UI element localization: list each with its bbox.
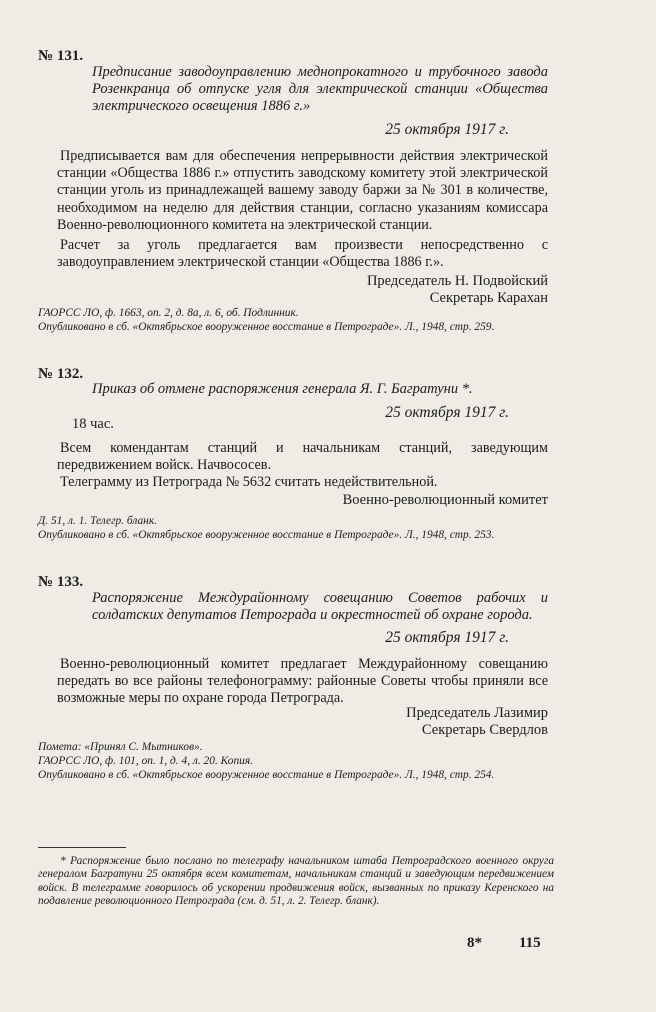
doc-132-signature: Военно-революционный комитет <box>342 492 548 508</box>
doc-131-paragraph-1: Предписывается вам для обеспечения непрерывности действия электрической станции «Общества 1886 г.» отпустить заводскому комитету этой электрической станции уголь из принадлежащей вашему заводу баржи за № 301 в количестве, необходимом на неделю для действия станции, согласно указаниям комиссара Военно-революционного комитета на электрической станции. <box>57 148 548 233</box>
doc-132-source-archive: Д. 51, л. 1. Телегр. бланк. <box>38 515 157 527</box>
doc-131-number: № 131. <box>38 48 84 64</box>
doc-132-time: 18 час. <box>72 416 114 432</box>
doc-133-signature-chairman: Председатель Лазимир <box>406 705 548 721</box>
doc-131-signature-secretary: Секретарь Карахан <box>429 290 548 306</box>
doc-133-number: № 133. <box>38 574 84 590</box>
doc-131-date: 25 октября 1917 г. <box>385 121 509 138</box>
doc-132-paragraph-2: Телеграмму из Петрограда № 5632 считать недействительной. <box>60 474 438 490</box>
doc-133-paragraph-1: Военно-революционный комитет предлагает Междурайонному совещанию передать во все районы телефонограмму: районные Советы чтобы приняли все возможные меры по охране города Петрограда. <box>57 656 548 707</box>
doc-132-date: 25 октября 1917 г. <box>385 404 509 421</box>
doc-133-date: 25 октября 1917 г. <box>385 629 509 646</box>
doc-131-signature-chairman: Председатель Н. Подвойский <box>366 273 548 289</box>
doc-132-number: № 132. <box>38 366 84 382</box>
doc-133-signature-secretary: Секретарь Свердлов <box>421 722 548 738</box>
doc-133-source-archive: ГАОРСС ЛО, ф. 101, оп. 1, д. 4, л. 20. Копия. <box>38 755 254 767</box>
doc-133-source-published: Опубликовано в сб. «Октябрьское вооруженное восстание в Петрограде». Л., 1948, стр. 254. <box>38 769 495 781</box>
doc-133-title: Распоряжение Междурайонному совещанию Советов рабочих и солдатских депутатов Петрограда и окрестностей об охране города. <box>92 590 548 623</box>
doc-131-source-archive: ГАОРСС ЛО, ф. 1663, оп. 2, д. 8а, л. 6, об. Подлинник. <box>38 307 299 319</box>
doc-131-source-published: Опубликовано в сб. «Октябрьское вооруженное восстание в Петрограде». Л., 1948, стр. 259. <box>38 321 495 333</box>
page-number: 115 <box>519 935 541 951</box>
doc-132-title: Приказ об отмене распоряжения генерала Я. Г. Багратуни *. <box>92 381 473 397</box>
signature-mark: 8* <box>467 935 482 951</box>
footnote-rule <box>38 847 126 848</box>
doc-131-title: Предписание заводоуправлению меднопрокатного и трубочного завода Розенкранца об отпуске угля для электрической станции «Общества электрического освещения 1886 г.» <box>92 64 548 114</box>
doc-131-paragraph-2: Расчет за уголь предлагается вам произвести непосредственно с заводоуправлением электрической станции «Общества 1886 г.». <box>57 237 548 271</box>
doc-132-paragraph-1: Всем комендантам станций и начальникам станций, заведующим передвижением войск. Начвососев. <box>57 440 548 474</box>
footnote: * Распоряжение было послано по телеграфу начальником штаба Петроградского военного округа генералом Багратуни 25 октября всем комитетам, начальникам станций и заведующим передвижением войск. В телеграмме говорилось об ускорении продвижения войск, вызванных по приказу Керенского на подавление революционного Петрограда (см. д. 51, л. 2. Телегр. бланк). <box>38 855 554 907</box>
doc-133-note: Помета: «Принял С. Мытников». <box>38 741 203 753</box>
doc-132-source-published: Опубликовано в сб. «Октябрьское вооруженное восстание в Петрограде». Л., 1948, стр. 253. <box>38 529 495 541</box>
